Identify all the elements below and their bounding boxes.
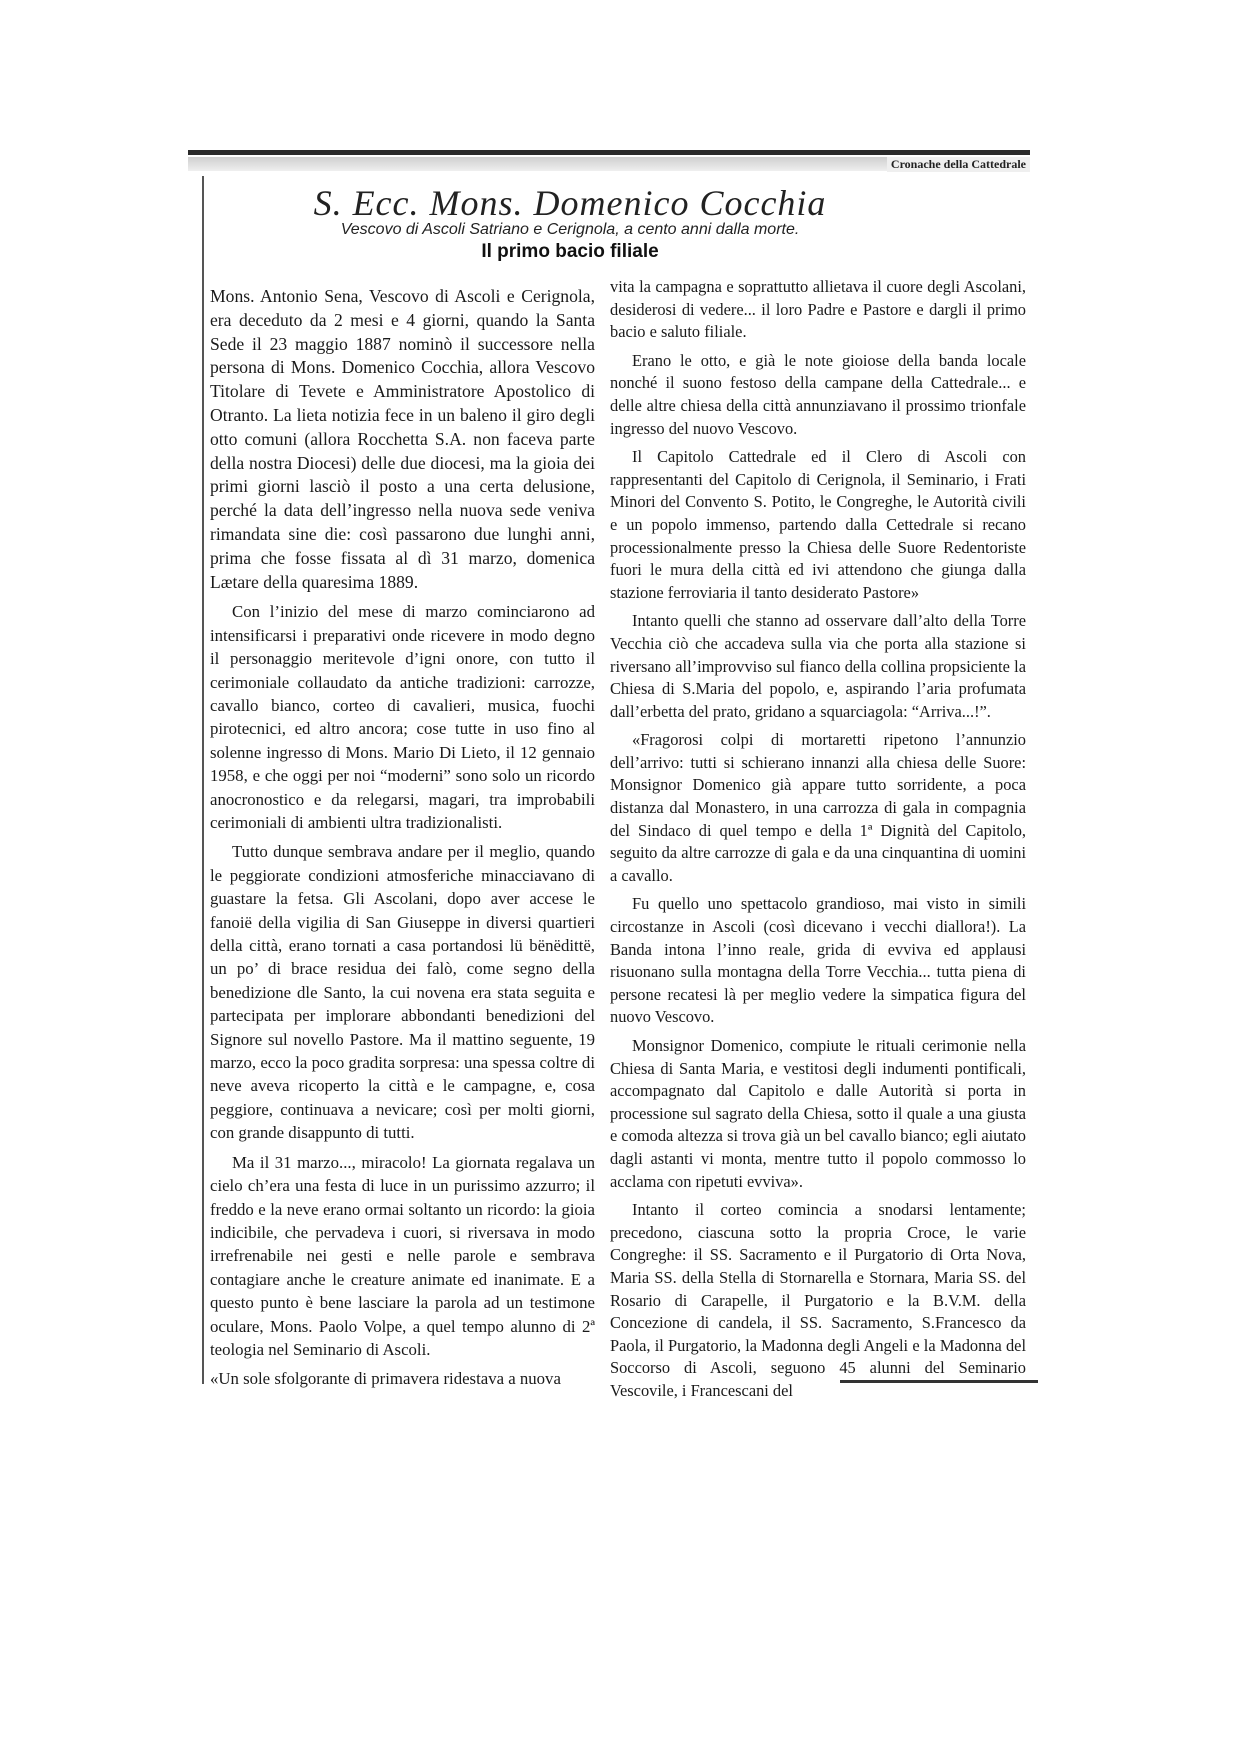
paragraph: Tutto dunque sembrava andare per il meglio, quando le peggiorate condizioni atmosferiche minacciavano di guastare la fetsa. Gli Ascolani, dopo aver accese le fanoiё della vigilia di San Giuseppe in diversi quartieri della città, erano tornati a casa portandosi lü bënëdittë, un po’ di brace residua dei falò, come segno della benedizione dle Santo, la cui novena era stata seguita e partecipata per implorare abbondanti benedizioni del Signore sul novello Pastore. Ma il mattino seguente, 19 marzo, ecco la poco gradita sorpresa: una spessa coltre di neve aveva ricoperto la città e le campagne, e, cosa peggiore, continuava a nevicare; così per molti giorni, con grande disappunto di tutti. — [210, 842, 595, 1143]
article-kicker: Il primo bacio filiale — [481, 241, 659, 262]
left-margin-rule — [202, 176, 204, 1384]
paragraph: Ma il 31 marzo..., miracolo! La giornata regalava un cielo ch’era una festa di luce in un purissimo azzurro; il freddo e la neve erano ormai soltanto un ricordo: la gioia indicibile, che pervadeva i cuori, si riversava in modo irrefrenabile nei gesti e nelle parole e sembrava contagiare anche le creature animate ed inanimate. E a questo punto è bene lasciare la parola ad un testimone oculare, Mons. Paolo Volpe, a quel tempo alunno di 2ª teologia nel Seminario di Ascoli. — [210, 1152, 595, 1359]
paragraph: Fu quello uno spettacolo grandioso, mai visto in simili circostanze in Ascoli (così dicevano i vecchi diallora!). La Banda intona l’inno reale, grida di evviva ed applausi risuonano sulla montagna della Torre Vecchia... tutta piena di persone recatesi là per meglio vedere la simpatica figura del nuovo Vescovo. — [610, 894, 1026, 1027]
section-label: Cronache della Cattedrale — [887, 157, 1030, 172]
left-column — [210, 285, 595, 1397]
paragraph: Intanto quelli che stanno ad osservare dall’alto della Torre Vecchia ciò che accadeva sulla via che porta alla stazione si riversano all’improvviso sul fianco della collina propsiciente la Chiesa di S.Maria del popolo, e, aspirando l’aria profumata dall’erbetta del prato, gridano a squarciagola: “Arriva...!”. — [610, 611, 1026, 721]
paragraph: Il Capitolo Cattedrale ed il Clero di Ascoli con rappresentanti del Capitolo di Cerignola, il Seminario, i Frati Minori del Convento S. Potito, le Congreghe, le Autorità civili e un popolo immenso, partendo dalla Cettedrale si recano processionalmente presso la Chiesa delle Suore Redentoriste fuori le mura della città ed ivi attendono che giunga dalla stazione ferroviaria il tanto desiderato Pastore» — [610, 447, 1026, 602]
right-column — [610, 276, 1026, 1409]
paragraph: «Un sole sfolgorante di primavera ridestava a nuova — [210, 1369, 561, 1389]
article-subtitle: Vescovo di Ascoli Satriano e Cerignola, a cento anni dalla morte. — [340, 221, 800, 238]
paragraph: vita la campagna e soprattutto allietava il cuore degli Ascolani, desiderosi di vedere... il loro Padre e Pastore e dargli il primo bacio e saluto filiale. — [610, 277, 1026, 342]
paragraph: «Fragorosi colpi di mortaretti ripetono l’annunzio dell’arrivo: tutti si schierano innanzi alla chiesa delle Suore: Monsignor Domenico già appare tutto sorridente, a poca distanza dal Monastero, in una carrozza di gala in compagnia del Sindaco di quel tempo e della 1ª Dignità del Capitolo, seguito da altre carrozze di gala e da una cinquantina di uomini a cavallo. — [610, 730, 1026, 885]
paragraph: Con l’inizio del mese di marzo cominciarono ad intensificarsi i preparativi onde ricevere in modo degno il personaggio meritevole d’igni onore, con tutto il cerimoniale collaudato da antiche tradizioni: carrozze, cavallo bianco, corteo di cavalieri, musica, fuochi pirotecnici, ed altro ancora; cose tutte in uso fino al solenne ingresso di Mons. Mario Di Lieto, il 12 gennaio 1958, e che oggi per noi “moderni” sono solo un ricordo anocronostico e da relegarsi, magari, tra improbabili cerimoniali di ambienti ultra tradizionalisti. — [210, 602, 595, 833]
article-title: S. Ecc. Mons. Domenico Cocchia — [313, 183, 827, 223]
paragraph: Mons. Antonio Sena, Vescovo di Ascoli e Cerignola, era deceduto da 2 mesi e 4 giorni, quando la Santa Sede il 23 maggio 1887 nominò il successore nella persona di Mons. Domenico Cocchia, allora Vescovo Titolare di Tevete e Amministratore Apostolico di Otranto. La lieta notizia fece in un baleno il giro degli otto comuni (allora Rocchetta S.A. non faceva parte della nostra Diocesi) delle due diocesi, ma la gioia dei primi giorni lasciò il posto a una certa delusione, perché la data dell’ingresso nella nuova sede veniva rimandata sine die: così passarono due lunghi anni, prima che fosse fissata al dì 31 marzo, domenica Lætare della quaresima 1889. — [210, 286, 595, 592]
paragraph: Erano le otto, e già le note gioiose della banda locale nonché il suono festoso della campane della Cattedrale... e delle altre chiesa della città annunziavano il prossimo trionfale ingresso del nuovo Vescovo. — [610, 350, 1026, 438]
header-rule — [188, 150, 1030, 176]
paragraph: Monsignor Domenico, compiute le rituali cerimonie nella Chiesa di Santa Maria, e vestitosi degli indumenti pontificali, accompagnato dal Capitolo e dalle Autorità si porta in processione sul sagrato della Chiesa, sotto il quale a una giusta e comoda altezza si trova già un bel cavallo bianco; egli aiutato dagli astanti vi monta, mentre tutto il popolo commosso lo acclama con ripetuti evviva». — [610, 1036, 1026, 1191]
paragraph: Intanto il corteo comincia a snodarsi lentamente; precedono, ciascuna sotto la propria Croce, le varie Congreghe: il SS. Sacramento e il Purgatorio di Orta Nova, Maria SS. della Stella di Stornarella e Stornara, Maria SS. del Rosario di Carapelle, il Purgatorio e la B.V.M. della Concezione di candela, il SS. Sacramento, S.Francesco da Paola, il Purgatorio, la Madonna degli Angeli e la Madonna del Soccorso di Ascoli, seguono 45 alunni del Seminario Vescovile, i Francescani del — [610, 1200, 1026, 1400]
